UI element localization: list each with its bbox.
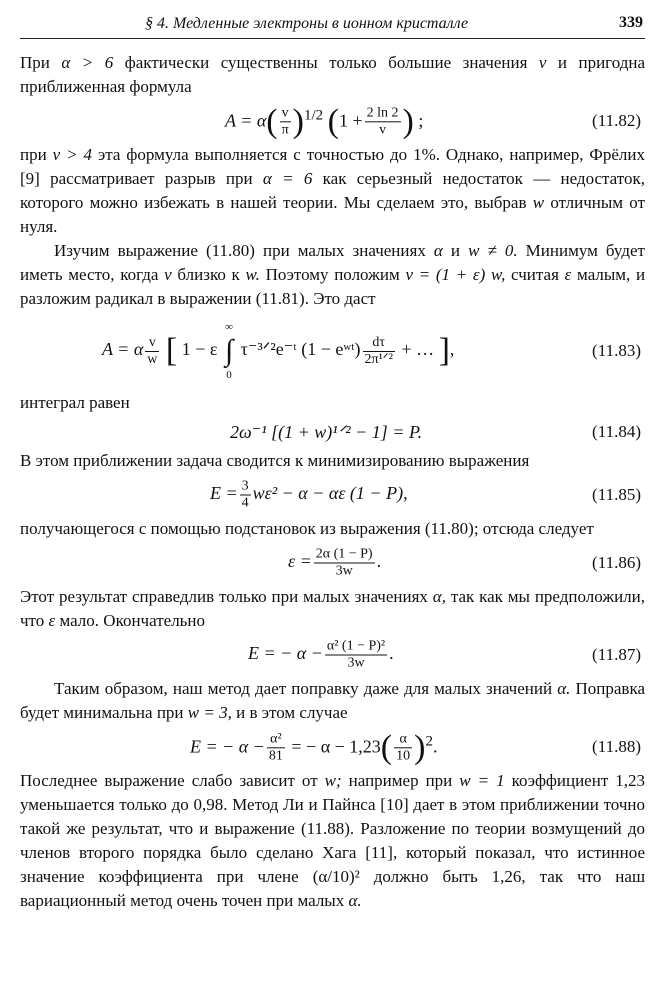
paragraph-2: при v > 4 эта формула выполняется с точностью до 1%. Однако, например, Фрёлих [9] рассматривает разрыв при α = 6 как серьезный недостаток — недостаток, которого можно избежать в нашей теории. Мы сделаем это, выбрав w отличным от нуля.: [20, 145, 646, 236]
equation-11-88: E = − α − $\frac{\text{α²}}{81}$ = − α − 1,23( $\frac{\alpha}{10}$ )$^2$. (11.88): [190, 729, 641, 767]
equation-11-86: ε = $\frac{2\alpha (1 - P)}{3w}$ . (11.86): [288, 546, 641, 579]
section-title: § 4. Медленные электроны в ионном кристалле: [145, 15, 469, 32]
paragraph-1: При α > 6 фактически существенны только большие значения v и пригодна приближенная формула: [20, 53, 646, 96]
equation-number: (11.83): [592, 341, 641, 360]
equation-11-83: A = α $\frac{v}{w}$ [ 1 − ε ∞ ∫ 0 τ⁻³ᐟ²e⁻ᵗ (1 − eʷᵗ) $\frac{d\tau}{\text{2π¹ᐟ²}}$ + … ], (11.83): [102, 321, 641, 381]
running-header: [20, 8, 645, 39]
paragraph-6: получающегося с помощью подстановок из выражения (11.80); отсюда следует: [20, 519, 594, 538]
equation-number: (11.88): [592, 737, 641, 756]
paragraph-7: Этот результат справедлив только при малых значениях α, так как мы предположили, что ε мало. Окончательно: [20, 587, 645, 630]
equation-11-82: A = α( $\frac{v}{\pi}$ )$^{1/2}$ (1 + $\frac{2 \ln 2}{v}$ ) ; (11.82): [225, 103, 641, 141]
page-number: 339: [619, 14, 643, 31]
paragraph-8: Таким образом, наш метод дает поправку даже для малых значений α. Поправка будет минимальна при w = 3, и в этом случае: [20, 679, 646, 722]
equation-11-84: 2ω⁻¹ [(1 + w)¹ᐟ² − 1] = P. (11.84): [230, 422, 641, 442]
equation-number: (11.82): [592, 111, 641, 130]
equation-number: (11.84): [592, 422, 641, 441]
paragraph-9: Последнее выражение слабо зависит от w; например при w = 1 коэффициент 1,23 уменьшается только до 0,98. Метод Ли и Пайнса [10] дает в этом приближении точно такой же результат, что и выражение (11.88). Разложение по теории возмущений до членов второго порядка было сделано Хага [11], который показал, что истинное значение коэффициента при члене (α/10)² должно быть 1,26, так что наш вариационный метод очень точен при малых α.: [20, 771, 646, 910]
paragraph-4: интеграл равен: [20, 393, 130, 412]
equation-number: (11.87): [592, 645, 641, 664]
paragraph-5: В этом приближении задача сводится к минимизированию выражения: [20, 451, 530, 470]
equation-number: (11.85): [592, 485, 641, 504]
equation-11-87: E = − α − $\frac{\text{α² (1 − P)²}}{3w}$ . (11.87): [248, 638, 641, 671]
equation-11-85: E = $\frac{3}{4}$ wε² − α − αε (1 − P), (11.85): [210, 478, 641, 511]
equation-number: (11.86): [592, 553, 641, 572]
paragraph-3: Изучим выражение (11.80) при малых значениях α и w ≠ 0. Минимум будет иметь место, когда v близко к w. Поэтому положим v = (1 + ε) w, считая ε малым, и разложим радикал в выражении (11.81). Это даст: [20, 241, 646, 308]
